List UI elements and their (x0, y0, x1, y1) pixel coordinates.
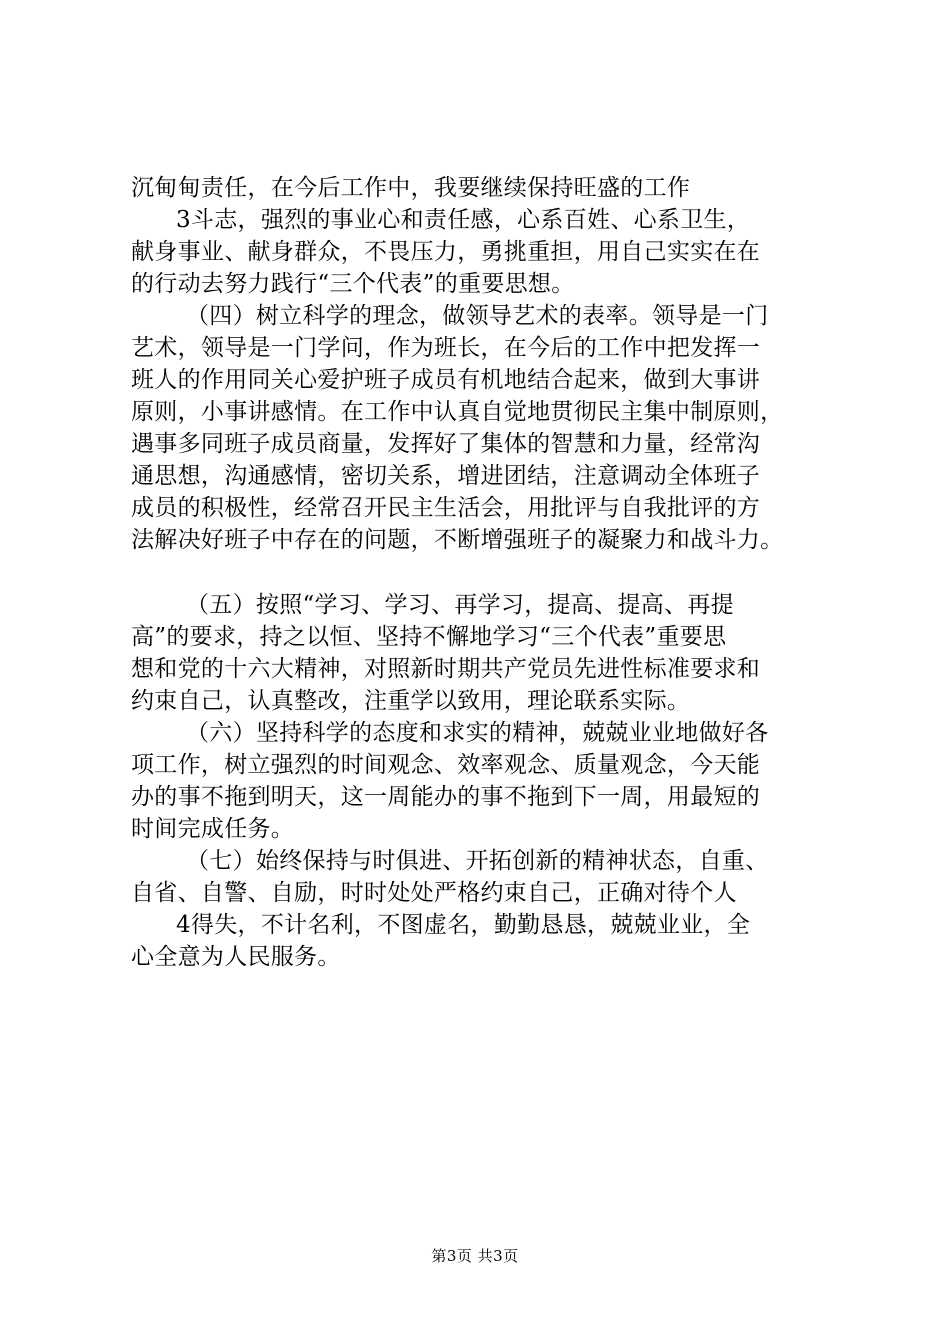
text-line: 遇事多同班子成员商量，发挥好了集体的智慧和力量，经常沟 (131, 431, 761, 457)
text-line: 项工作，树立强烈的时间观念、效率观念、质量观念，今天能 (131, 752, 761, 778)
document-body (131, 172, 831, 973)
text-line: 心全意为人民服务。 (131, 944, 341, 970)
text-line: 献身事业、献身群众，不畏压力，勇挑重担，用自己实实在在 (131, 239, 761, 265)
text-line: 成员的积极性，经常召开民主生活会，用批评与自我批评的方 (131, 495, 761, 521)
text-line: 约束自己，认真整改，注重学以致用，理论联系实际。 (131, 688, 691, 714)
text-line: 办的事不拖到明天，这一周能办的事不拖到下一周，用最短的 (131, 784, 761, 810)
text-line: 时间完成任务。 (131, 816, 295, 842)
text-line: 沉甸甸责任，在今后工作中，我要继续保持旺盛的工作 (131, 175, 691, 201)
paragraph-7-start: （七）始终保持与时俱进、开拓创新的精神状态，自重、 (186, 848, 769, 874)
text-line: 通思想，沟通感情，密切关系，增进团结，注意调动全体班子 (131, 463, 761, 489)
text-line: 4得失，不计名利，不图虚名，勤勤恳恳，兢兢业业，全 (176, 912, 751, 938)
text-line: 自省、自警、自励，时时处处严格约束自己，正确对待个人 (131, 880, 737, 906)
paragraph-4-start: （四）树立科学的理念，做领导艺术的表率。领导是一门 (186, 303, 769, 329)
text-line: 法解决好班子中存在的问题，不断增强班子的凝聚力和战斗力。 (131, 527, 784, 553)
text-line: 艺术，领导是一门学问，作为班长，在今后的工作中把发挥一 (131, 335, 761, 361)
text-line: 3斗志，强烈的事业心和责任感，心系百姓、心系卫生， (176, 207, 751, 233)
page-number-footer: 第3页 共3页 (431, 1247, 519, 1265)
paragraph-6-start: （六）坚持科学的态度和求实的精神，兢兢业业地做好各 (186, 720, 769, 746)
text-line: 高”的要求，持之以恒、坚持不懈地学习“三个代表”重要思 (131, 624, 727, 650)
text-line: 想和党的十六大精神，对照新时期共产党员先进性标准要求和 (131, 656, 761, 682)
text-line: 的行动去努力践行“三个代表”的重要思想。 (131, 271, 575, 297)
paragraph-5-start: （五）按照“学习、学习、再学习，提高、提高、再提 (186, 592, 734, 618)
text-line: 班人的作用同关心爱护班子成员有机地结合起来，做到大事讲 (131, 367, 761, 393)
paragraph-gap (131, 556, 831, 589)
text-line: 原则，小事讲感情。在工作中认真自觉地贯彻民主集中制原则， (131, 399, 784, 425)
